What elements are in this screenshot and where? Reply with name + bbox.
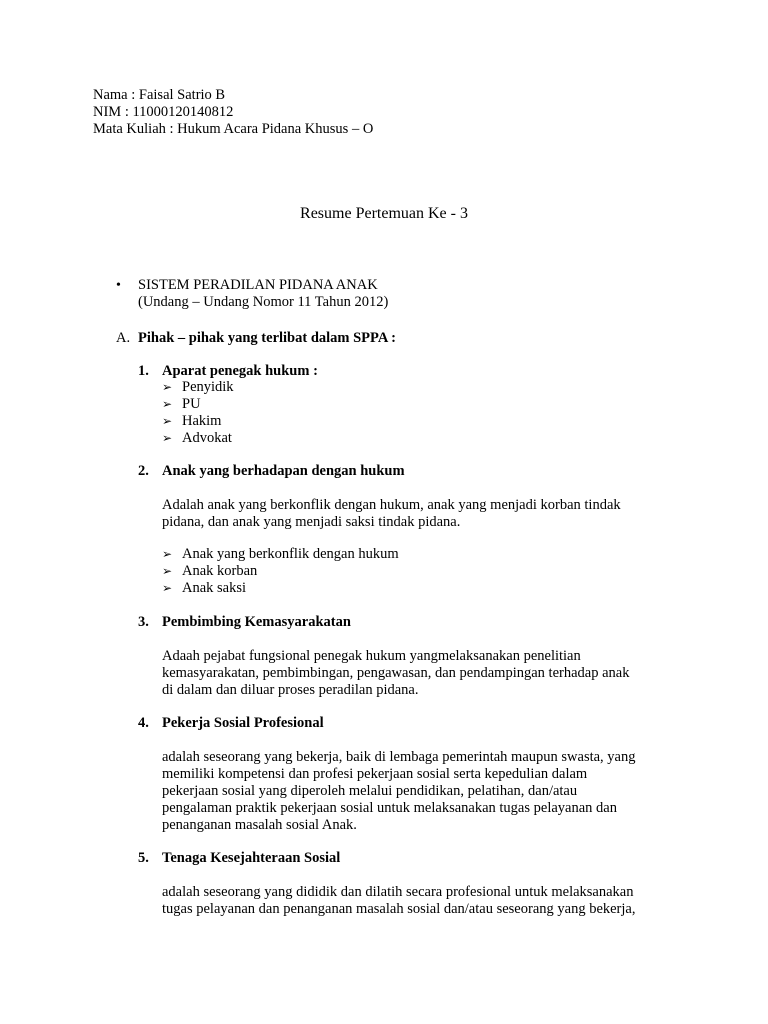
item-4-paragraph-line: adalah seseorang yang bekerja, baik di lembaga pemerintah maupun swasta, yang (162, 749, 636, 765)
list-item: ➢ Anak yang berkonflik dengan hukum (162, 546, 399, 562)
list-item: ➢ Hakim (162, 413, 222, 429)
arrow-bullet-icon: ➢ (162, 547, 173, 561)
item-2-paragraph-line: pidana, dan anak yang menjadi saksi tindak pidana. (162, 514, 461, 530)
item-2-heading: Anak yang berhadapan dengan hukum (162, 463, 405, 479)
item-4-paragraph-line: memiliki kompetensi dan profesi pekerjaan sosial serta kepedulian dalam (162, 766, 588, 782)
item-4-heading: Pekerja Sosial Profesional (162, 715, 324, 731)
arrow-bullet-icon: ➢ (162, 564, 173, 578)
arrow-bullet-icon: ➢ (162, 414, 173, 428)
item-5-paragraph-line: tugas pelayanan dan penanganan masalah sosial dan/atau seseorang yang bekerja, (162, 901, 636, 917)
item-4-number: 4. (138, 715, 149, 731)
item-2-paragraph-line: Adalah anak yang berkonflik dengan hukum, anak yang menjadi korban tindak (162, 497, 621, 513)
item-4-paragraph-line: penanganan masalah sosial Anak. (162, 817, 357, 833)
item-1-list (162, 379, 234, 447)
item-3-paragraph-line: di dalam dan diluar proses peradilan pidana. (162, 682, 419, 698)
item-3-paragraph-line: Adaah pejabat fungsional penegak hukum yangmelaksanakan penelitian (162, 648, 581, 664)
item-3-number: 3. (138, 614, 149, 630)
arrow-bullet-icon: ➢ (162, 397, 173, 411)
bullet-icon: • (116, 278, 121, 293)
section-a-heading: Pihak – pihak yang terlibat dalam SPPA : (138, 330, 396, 346)
course-line: Mata Kuliah : Hukum Acara Pidana Khusus – O (93, 121, 374, 137)
list-item: ➢ Anak korban (162, 563, 258, 579)
item-3-heading: Pembimbing Kemasyarakatan (162, 614, 351, 630)
item-4-paragraph-line: pengalaman praktik pekerjaan sosial untuk melaksanakan tugas pelayanan dan (162, 800, 617, 816)
document-title: Resume Pertemuan Ke - 3 (300, 205, 468, 222)
arrow-bullet-icon: ➢ (162, 431, 173, 445)
main-topic-subheading: (Undang – Undang Nomor 11 Tahun 2012) (138, 294, 389, 310)
arrow-bullet-icon: ➢ (162, 581, 173, 595)
student-name-line: Nama : Faisal Satrio B (93, 87, 226, 103)
list-item: ➢ Penyidik (162, 379, 234, 395)
list-item: ➢ Advokat (162, 430, 232, 446)
item-1-heading: Aparat penegak hukum : (162, 363, 318, 379)
list-item: ➢ Anak saksi (162, 580, 247, 596)
item-5-number: 5. (138, 850, 149, 866)
main-topic-heading: SISTEM PERADILAN PIDANA ANAK (138, 277, 378, 293)
item-2-list (162, 546, 399, 597)
arrow-bullet-icon: ➢ (162, 380, 173, 394)
item-3-paragraph-line: kemasyarakatan, pembimbingan, pengawasan, dan pendampingan terhadap anak (162, 665, 630, 681)
item-1-number: 1. (138, 363, 149, 379)
item-4-paragraph-line: pekerjaan sosial yang diperoleh melalui pendidikan, pelatihan, dan/atau (162, 783, 578, 799)
item-5-paragraph-line: adalah seseorang yang dididik dan dilatih secara profesional untuk melaksanakan (162, 884, 634, 900)
student-nim-line: NIM : 11000120140812 (93, 104, 234, 120)
list-item: ➢ PU (162, 396, 201, 412)
item-2-number: 2. (138, 463, 149, 479)
item-5-heading: Tenaga Kesejahteraan Sosial (162, 850, 341, 866)
section-a-letter: A. (116, 330, 131, 346)
